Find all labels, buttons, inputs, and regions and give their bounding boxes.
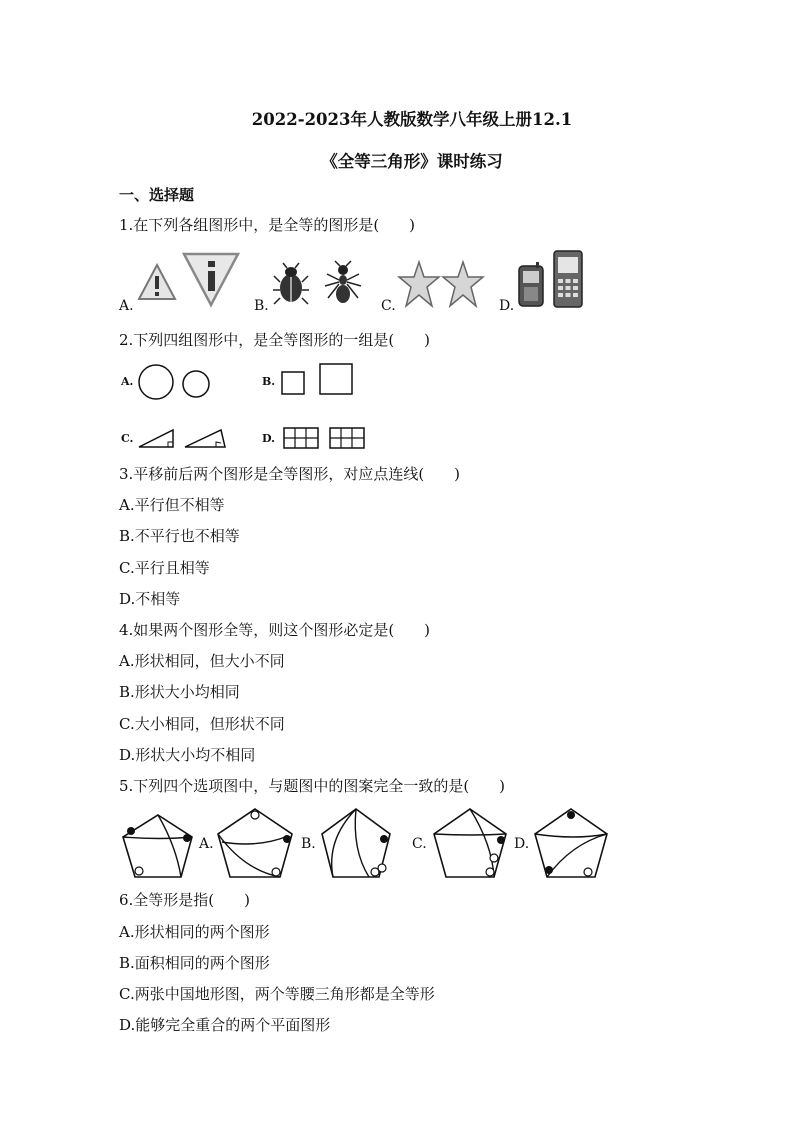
q4-option-d: D.形状大小均不相同 <box>119 746 256 764</box>
warning-sign-icon <box>181 251 241 307</box>
q5-option-c-label: C. <box>412 836 427 852</box>
q4-stem: 4.如果两个图形全等，则这个图形必定是( ) <box>119 621 431 639</box>
q3-option-d: D.不相等 <box>119 590 181 608</box>
q4-option-c: C.大小相同，但形状不同 <box>119 715 285 733</box>
ant-icon <box>323 260 363 306</box>
q5-stem: 5.下列四个选项图中，与题图中的图案完全一致的是( ) <box>119 777 506 795</box>
q6-option-c: C.两张中国地形图，两个等腰三角形都是全等形 <box>119 985 435 1003</box>
q1-option-b-label: B. <box>254 298 269 314</box>
q2-option-c-figure <box>137 426 229 450</box>
q5-option-d-pentagon <box>531 806 611 880</box>
mobile-phone-icon <box>552 249 584 309</box>
q1-option-a-label: A. <box>119 298 134 314</box>
q2-option-d-label: D. <box>262 432 275 445</box>
starfish-icon <box>398 260 440 308</box>
doc-title-line1: 2022-2023年人教版数学八年级上册12.1 <box>251 110 573 129</box>
q2-option-b-label: B. <box>262 375 276 388</box>
q4-option-b: B.形状大小均相同 <box>119 683 240 701</box>
q2-option-a-label: A. <box>121 375 134 388</box>
doc-title-line2: 《全等三角形》课时练习 <box>321 152 503 171</box>
q6-option-a: A.形状相同的两个图形 <box>119 923 270 941</box>
warning-sign-icon <box>137 262 177 302</box>
q6-stem: 6.全等形是指( ) <box>119 891 251 909</box>
q3-option-b: B.不平行也不相等 <box>119 527 240 545</box>
q2-stem: 2.下列四组图形中，是全等图形的一组是( ) <box>119 331 431 349</box>
q5-option-b-pentagon <box>318 806 394 880</box>
q2-option-b-figure <box>280 362 360 398</box>
q4-option-a: A.形状相同，但大小不同 <box>119 652 285 670</box>
mobile-phone-icon <box>516 262 546 308</box>
q6-option-b: B.面积相同的两个图形 <box>119 954 270 972</box>
beetle-icon <box>273 262 309 306</box>
q1-option-c-label: C. <box>381 298 396 314</box>
q3-stem: 3.平移前后两个图形是全等图形，对应点连线( ) <box>119 465 461 483</box>
q2-option-d-figure <box>282 426 368 450</box>
q5-option-c-pentagon <box>430 806 510 880</box>
q5-option-d-label: D. <box>514 836 530 852</box>
q2-option-c-label: C. <box>121 432 134 445</box>
q2-option-a-figure <box>137 363 217 401</box>
q5-option-b-label: B. <box>301 836 316 852</box>
q5-option-a-pentagon <box>214 806 296 880</box>
q5-option-a-label: A. <box>199 836 214 852</box>
q5-reference-pentagon <box>120 812 196 880</box>
section-heading: 一、选择题 <box>119 186 195 204</box>
q3-option-a: A.平行但不相等 <box>119 496 225 514</box>
starfish-icon <box>442 260 484 308</box>
q1-stem: 1.在下列各组图形中，是全等的图形是( ) <box>119 216 416 234</box>
q3-option-c: C.平行且相等 <box>119 559 210 577</box>
q6-option-d: D.能够完全重合的两个平面图形 <box>119 1016 331 1034</box>
q1-option-d-label: D. <box>499 298 515 314</box>
